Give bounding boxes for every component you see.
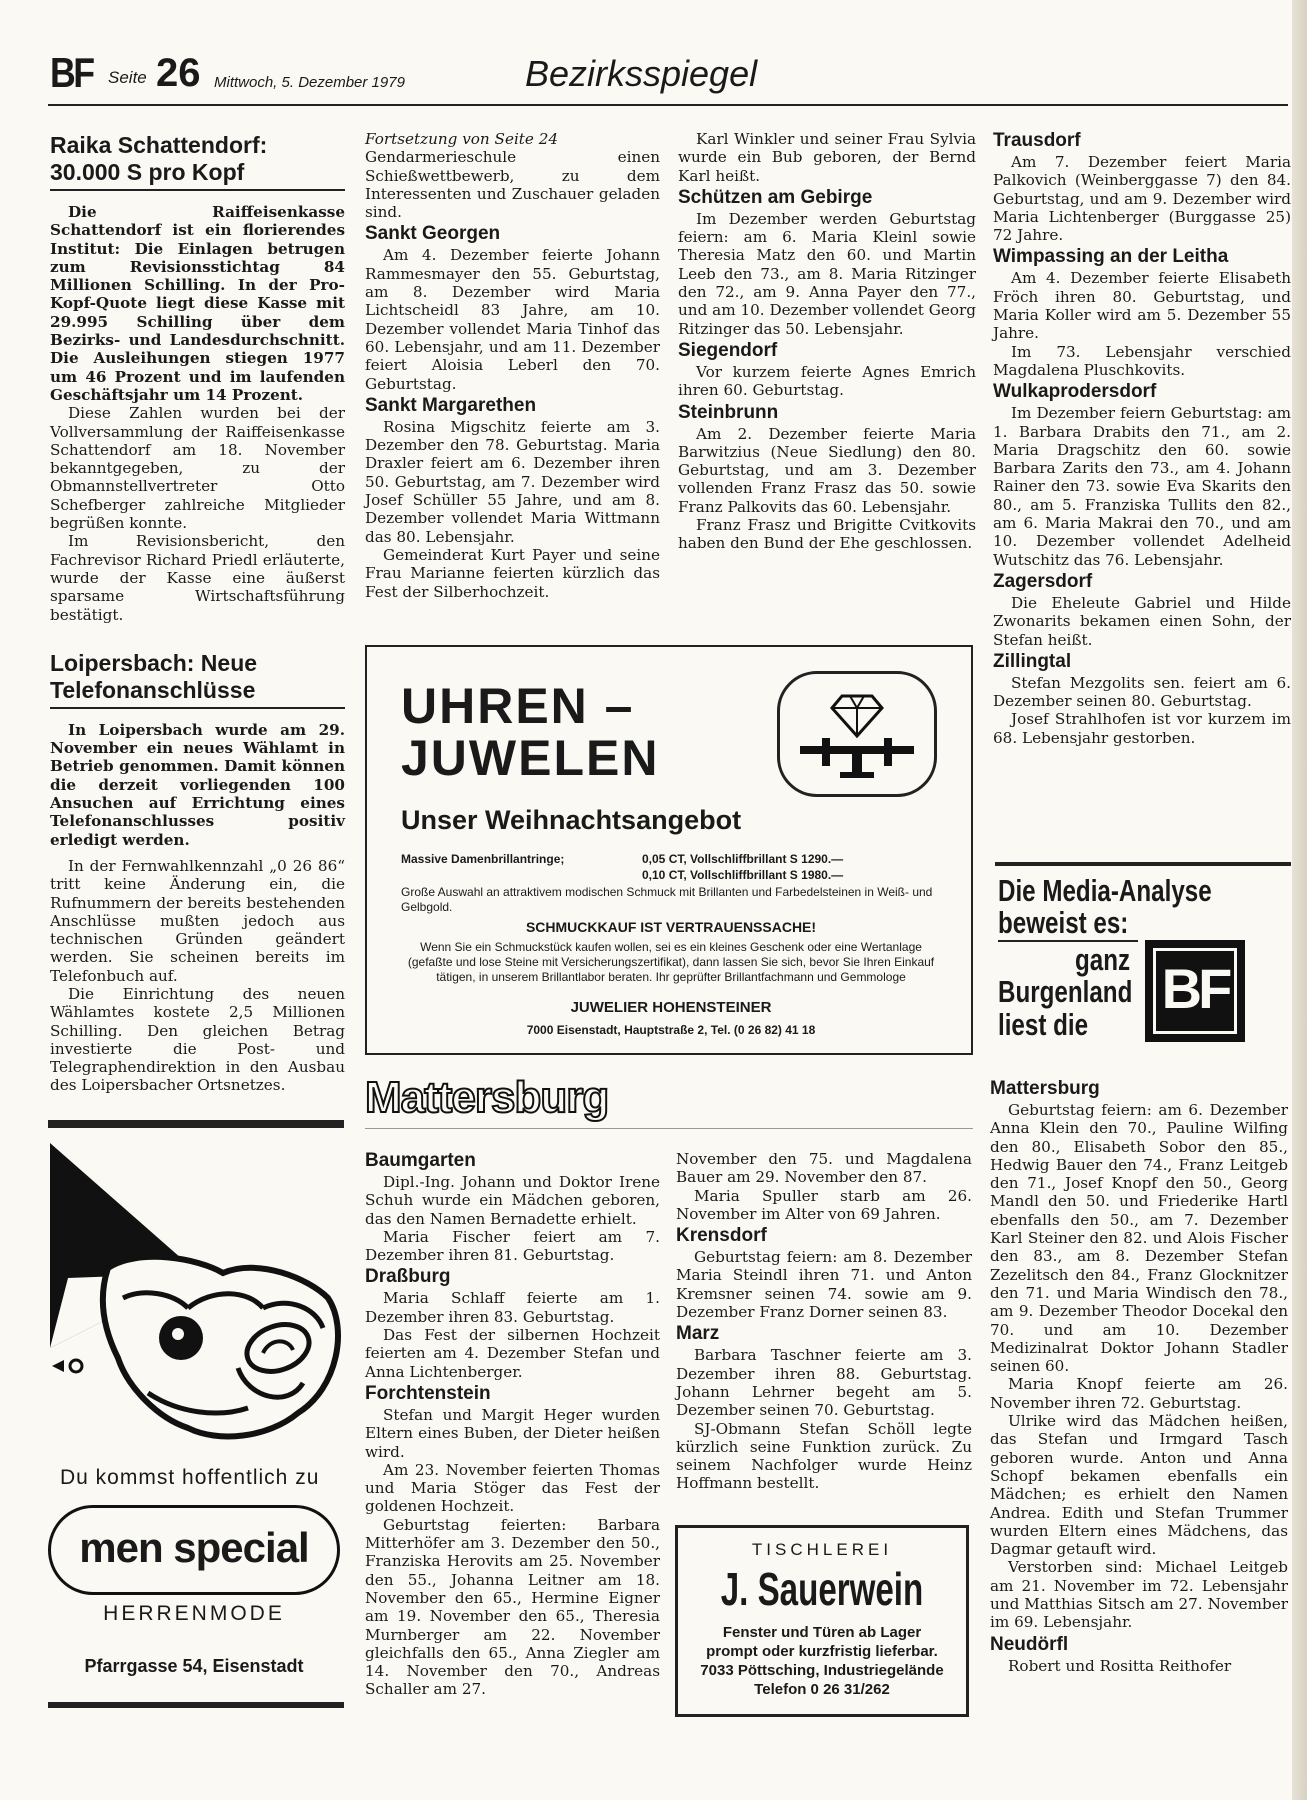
media-ad-top-rule	[995, 862, 1291, 866]
mattersburg-section-title: Mattersburg	[365, 1073, 609, 1122]
ad-tischlerei-label: TISCHLEREI	[751, 1540, 893, 1559]
men-ad-address: Pfarrgasse 54, Eisenstadt	[84, 1656, 304, 1676]
diamond-logo	[777, 671, 937, 797]
article-paragraph: In der Fernwahlkennzahl „0 26 86“ tritt keine Änderung ein, die Rufnummern der bereits bestehenden Anschlüsse mußten jedoch aus technischen Gründen geändert werden. Sie scheinen bereits im Telefonbuch auf.	[50, 856, 345, 985]
seite-label: Seite	[108, 68, 147, 87]
men-ad-top-rule	[48, 1120, 344, 1128]
article-paragraph: Am 4. Dezember feierte Johann Rammesmayer den 55. Geburtstag, am 8. Dezember wird Maria Lichtscheidl 83 Jahre, am 10. Dezember vollendet Maria Tinhof das 60. Lebensjahr, und am 11. Dezember feiert Aloisia Leberl den 70. Geburtstag.	[365, 246, 660, 393]
column-mattersburg-3	[990, 1078, 1288, 1675]
headline-loipersbach-line1: Loipersbach: Neue	[50, 649, 258, 676]
media-ad-line3: ganz	[1075, 942, 1131, 977]
media-ad-line2: beweist es:	[998, 905, 1129, 940]
subheading-sankt-georgen: Sankt Georgen	[365, 223, 501, 245]
subheading-drassburg: Draßburg	[365, 1266, 451, 1288]
men-ad-tagline: Du kommst hoffentlich zu	[60, 1466, 320, 1489]
issue-date: Mittwoch, 5. Dezember 1979	[214, 74, 405, 91]
headline-rule	[50, 707, 345, 709]
ad-juwelier-slogan: SCHMUCKKAUF IST VERTRAUENSSACHE!	[525, 919, 817, 935]
article-paragraph: Am 7. Dezember feiert Maria Palkovich (Weinberggasse 7) den 84. Geburtstag, und am 9. Dezember wird Maria Lichtenberger (Burggasse 25) 72 Jahre.	[993, 153, 1291, 245]
headline-loipersbach	[50, 650, 345, 704]
page-number: 26	[156, 51, 201, 95]
article-paragraph: Gemeinderat Kurt Payer und seine Frau Marianne feierten kürzlich das Fest der Silberhochzeit.	[365, 545, 660, 601]
article-paragraph: Geburtstag feierten: Barbara Mitterhöfer am 3. Dezember den 50., Franziska Herovits am 25. November den 55., Johanna Leitner am 18. November den 65., Hermine Eigner am 19. November den 65., Theresia Murnberger am 22. November gleichfalls den 65., Anna Ziegler am 14. November den 70., Andreas Schaller am 27.	[365, 1515, 660, 1699]
article-paragraph: November den 75. und Magdalena Bauer am 29. November den 87.	[676, 1150, 972, 1187]
article-paragraph: Die Eheleute Gabriel und Hilde Zwonarits bekamen einen Sohn, der Stefan heißt.	[993, 593, 1291, 649]
article-paragraph: Vor kurzem feierte Agnes Emrich ihren 60. Geburtstag.	[678, 362, 976, 400]
fist-illustration-icon	[48, 1138, 348, 1448]
article-paragraph: Geburtstag feiern: am 6. Dezember Anna Klein den 70., Pauline Wilfing den 80., Elisabeth Sobor den 85., Hedwig Bauer den 74., Franz Leitgeb den 71., Josef Knopf den 50., Georg Mandl den 50. und Friederike Hartl ebenfalls den 50., am 7. Dezember Karl Steiner den 82. und Alois Fischer den 83., am 8. Dezember Stefan Zezelitsch den 84., Franz Glocknitzer den 71. und Maria Windisch den 78., am 9. Dezember Theodor Docekal den 70. und am 10. Dezember Medizinalrat Doktor Johann Stadler seinen 60.	[990, 1101, 1288, 1376]
article-paragraph: Barbara Taschner feierte am 3. Dezember ihren 88. Geburtstag. Johann Lehrner begeht am 5. Dezember seinen 70. Geburtstag.	[676, 1346, 972, 1420]
article-paragraph: Verstorben sind: Michael Leitgeb am 21. November im 72. Lebensjahr und Matthias Sitsch am 27. November im 69. Lebensjahr.	[990, 1558, 1288, 1632]
diamond-scale-icon	[780, 674, 934, 794]
subheading-forchtenstein: Forchtenstein	[365, 1382, 491, 1404]
subheading-krensdorf: Krensdorf	[676, 1225, 767, 1247]
subheading-neudoerfl: Neudörfl	[990, 1633, 1069, 1655]
ad-juwelier-address: 7000 Eisenstadt, Hauptstraße 2, Tel. (0 26 82) 41 18	[526, 1023, 816, 1037]
subheading-zagersdorf: Zagersdorf	[993, 570, 1093, 592]
article-paragraph: Maria Knopf feierte am 26. November ihren 72. Geburtstag.	[990, 1375, 1288, 1412]
headline-rule	[50, 189, 345, 191]
article-paragraph: Robert und Rositta Reithofer	[1008, 1656, 1232, 1675]
column-4-top	[993, 130, 1291, 747]
article-paragraph: Ulrike wird das Mädchen heißen, das Stefan und Irmgard Tasch geboren wurde. Anton und Anna Schopf bekamen ebenfalls ein Mädchen; es erhielt den Namen Andrea. Edith und Stefan Trummer wurden Eltern eines Mädchens, das Dagmar getauft wird.	[990, 1412, 1288, 1559]
ad-tischlerei-name: J. Sauerwein	[720, 1563, 924, 1615]
subheading-baumgarten: Baumgarten	[365, 1150, 476, 1171]
article-paragraph: Rosina Migschitz feierte am 3. Dezember den 78. Geburtstag. Maria Draxler feiert am 6. Dezember ihren 50. Geburtstag, am 7. Dezember wird Josef Schüller 55 Jahre, und am 8. Dezember vollendet Maria Wittmann das 80. Lebensjahr.	[365, 417, 660, 546]
headline-raika	[50, 132, 345, 186]
subheading-mattersburg: Mattersburg	[990, 1078, 1100, 1099]
article-paragraph: Gendarmerieschule einen Schießwettbewerb, zu dem Interessenten und Zuschauer geladen sind.	[365, 148, 660, 222]
media-ad-line4: Burgenland	[998, 974, 1133, 1009]
lead-paragraph: In Loipersbach wurde am 29. November ein neues Wählamt in Betrieb genommen. Damit können die derzeit vorliegenden 100 Ansuchen auf Errichtung eines Telefonanschlusses positiv erledigt werden.	[50, 720, 345, 849]
column-2-top	[365, 130, 660, 601]
article-paragraph: Diese Zahlen wurden bei der Vollversammlung der Raiffeisenkasse Schattendorf am 18. November bekanntgegeben, zu der Obmannstellvertreter Otto Schefberger zahlreiche Mitglieder begrüßen konnte.	[50, 404, 345, 533]
ad-juwelier-line1: UHREN –	[401, 678, 635, 734]
subheading-schuetzen: Schützen am Gebirge	[678, 186, 873, 208]
subheading-wimpassing: Wimpassing an der Leitha	[993, 246, 1229, 268]
column-mattersburg-1	[365, 1150, 660, 1699]
ad-tischlerei-line4: Telefon 0 26 31/262	[754, 1681, 890, 1698]
article-paragraph: Am 2. Dezember feierte Maria Barwitzius (Neue Siedlung) den 80. Geburtstag, und am 3. Dezember vollenden Franz Frasz das 50. sowie Franz Palkovits das 60. Lebensjahr.	[678, 424, 976, 516]
headline-raika-line2: 30.000 S pro Kopf	[50, 159, 245, 185]
masthead-logo: BF	[50, 49, 93, 96]
subheading-wulkaprodersdorf: Wulkaprodersdorf	[993, 381, 1157, 403]
article-paragraph: Im 73. Lebensjahr verschied Magdalena Pluschkovits.	[993, 342, 1291, 379]
column-3-top	[678, 130, 976, 553]
ad-juwelier-subtitle: Unser Weihnachtsangebot	[401, 805, 742, 835]
continuation-note: Fortsetzung von Seite 24	[365, 130, 559, 148]
section-title: Bezirksspiegel	[525, 53, 758, 94]
subheading-zillingtal: Zillingtal	[993, 650, 1072, 672]
article-paragraph: Die Einrichtung des neuen Wählamtes kostete 2,5 Millionen Schilling. Den gleichen Betrag investierte die Post- und Telegraphendirektion in den Ausbau des Loipersbacher Ortsnetzes.	[50, 984, 345, 1095]
article-paragraph: Stefan Mezgolits sen. feiert am 6. Dezember seinen 80. Geburtstag.	[993, 673, 1291, 711]
article-paragraph: Karl Winkler und seiner Frau Sylvia wurde ein Bub geboren, der Bernd Karl heißt.	[678, 130, 976, 185]
article-paragraph: Im Dezember feiern Geburtstag: am 1. Barbara Drabits den 71., am 2. Maria Dragschitz den 60. sowie Barbara Zarits den 73., am 4. Johann Rainer den 73. sowie Eva Skarits den 80., am 5. Franziska Tullits den 82., am 6. Maria Makrai den 70., und am 10. Dezember vollendet Adelheid Wutschitz das 76. Lebensjahr.	[993, 404, 1291, 569]
article-paragraph: Im Revisionsbericht, den Fachrevisor Richard Priedl erläuterte, wurde der Kasse eine äußerst sparsame Wirtschaftsführung bestätigt.	[50, 532, 345, 624]
media-ad-line5: liest die	[998, 1007, 1089, 1042]
ad-tischlerei-line3: 7033 Pöttsching, Industriegelände	[700, 1662, 944, 1679]
article-paragraph: Im Dezember werden Geburtstag feiern: am 6. Maria Kleinl sowie Theresia Matz den 60. und Martin Leeb den 73., am 8. Maria Ritzinger den 72., am 9. Anna Payer den 77., und am 10. Dezember vollendet Georg Ritzinger das 50. Lebensjahr.	[678, 209, 976, 338]
column-1-top	[50, 132, 345, 1095]
article-paragraph: Geburtstag feiern: am 8. Dezember Maria Steindl ihren 71. und Anton Kremsner seinen 74. sowie am 9. Dezember Franz Dorner seinen 83.	[676, 1248, 972, 1322]
men-ad-sub: HERRENMODE	[103, 1602, 285, 1625]
article-paragraph: Am 23. November feierten Thomas und Maria Stöger das Fest der goldenen Hochzeit.	[365, 1460, 660, 1516]
ad-tischlerei-line1: Fenster und Türen ab Lager	[722, 1624, 922, 1641]
ad-juwelier-line2: JUWELEN	[401, 730, 660, 786]
column-mattersburg-2	[676, 1150, 972, 1493]
ad-juwelier	[365, 645, 973, 1055]
page-edge	[1292, 0, 1307, 1800]
headline-raika-line1: Raika Schattendorf:	[50, 132, 268, 158]
ad-juwelier-text1: Große Auswahl an attraktivem modischen Schmuck mit Brillanten und Farbedelsteinen in Weiß- und Gelbgold.	[401, 885, 933, 914]
article-paragraph: SJ-Obmann Stefan Schöll legte kürzlich seine Funktion zurück. Zu seinem Nachfolger wurde Heinz Hoffmann bestellt.	[676, 1419, 972, 1493]
lead-paragraph: Die Raiffeisenkasse Schattendorf ist ein florierendes Institut: Die Einlagen betrugen zum Revisionsstichtag 84 Millionen Schilling. In der Pro-Kopf-Quote liegt diese Kasse mit 29.995 Schilling über dem Bezirks- und Landesdurchschnitt. Die Ausleihungen stiegen 1977 um 46 Prozent und im laufenden Geschäftsjahr um 14 Prozent.	[50, 203, 345, 404]
article-paragraph: Am 4. Dezember feierte Elisabeth Fröch ihren 80. Geburtstag, und Maria Koller wird am 5. Dezember 55 Jahre.	[993, 269, 1291, 343]
subheading-trausdorf: Trausdorf	[993, 130, 1081, 151]
article-paragraph: Maria Fischer feiert am 7. Dezember ihren 81. Geburtstag.	[365, 1227, 660, 1265]
article-paragraph: Stefan und Margit Heger wurden Eltern eines Buben, der Dieter heißen wird.	[365, 1405, 660, 1461]
subheading-steinbrunn: Steinbrunn	[678, 401, 779, 423]
article-paragraph: Maria Schlaff feierte am 1. Dezember ihren 83. Geburtstag.	[365, 1289, 660, 1326]
men-ad-brand: men special	[79, 1524, 309, 1571]
ad-juwelier-offer1: 0,05 CT, Vollschliffbrillant S 1290.—	[642, 852, 844, 866]
men-ad-illustration	[48, 1138, 348, 1448]
subheading-sankt-margarethen: Sankt Margarethen	[365, 394, 537, 416]
ad-tischlerei	[675, 1525, 969, 1717]
ad-juwelier-company: JUWELIER HOHENSTEINER	[570, 999, 772, 1016]
media-ad-line1: Die Media-Analyse	[998, 873, 1212, 908]
subheading-siegendorf: Siegendorf	[678, 339, 778, 361]
article-paragraph: Josef Strahlhofen ist vor kurzem im 68. Lebensjahr gestorben.	[993, 710, 1291, 747]
ad-tischlerei-line2: prompt oder kurzfristig lieferbar.	[706, 1643, 938, 1660]
ad-juwelier-offer-label: Massive Damenbrillantringe;	[401, 852, 565, 866]
mattersburg-rule	[365, 1128, 973, 1129]
men-ad-bottom-rule	[48, 1702, 344, 1708]
ad-juwelier-text2: Wenn Sie ein Schmuckstück kaufen wollen, sei es ein kleines Geschenk oder eine Wertanlage (gefaßte und lose Steine mit Versicherungszertifikat), dann lassen Sie sich, bevor Sie Ihren Einkauf tätigen, in unserem Brillantlabor beraten. Ihr geprüfter Brillantfachmann und Gemmologe	[407, 940, 935, 984]
article-paragraph: Franz Frasz und Brigitte Cvitkovits haben den Bund der Ehe geschlossen.	[678, 516, 976, 553]
header-rule	[48, 104, 1288, 106]
headline-loipersbach-line2: Telefonanschlüsse	[50, 676, 256, 703]
article-paragraph: Maria Spuller starb am 26. November im Alter von 69 Jahren.	[676, 1186, 972, 1223]
article-paragraph: Das Fest der silbernen Hochzeit feierten am 4. Dezember Stefan und Anna Lichtenberger.	[365, 1326, 660, 1381]
ad-juwelier-offer2: 0,10 CT, Vollschliffbrillant S 1980.—	[642, 868, 844, 882]
article-paragraph: Dipl.-Ing. Johann und Doktor Irene Schuh wurde ein Mädchen geboren, das den Namen Bernadette erhielt.	[365, 1173, 660, 1228]
media-ad-bf-logo-box	[1145, 940, 1245, 1042]
men-ad-brand-box	[48, 1505, 340, 1595]
media-ad-bf-logo: BF	[1161, 957, 1229, 1020]
subheading-marz: Marz	[676, 1323, 720, 1345]
